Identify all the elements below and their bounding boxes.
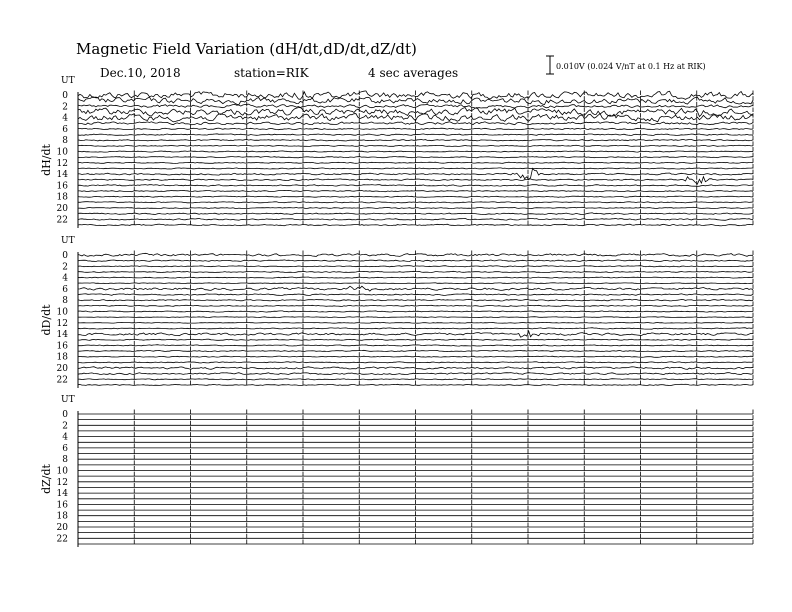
scale-label: 0.010V (0.024 V/nT at 0.1 Hz at RIK) [556, 62, 706, 71]
hour-label: 16 [56, 500, 68, 511]
hour-label: 0 [62, 410, 68, 420]
hour-label: 20 [56, 204, 68, 214]
hour-label: 12 [56, 477, 68, 488]
hour-label: 2 [62, 262, 68, 273]
hour-label: 6 [62, 443, 68, 454]
panel-dD-dt [40, 236, 753, 388]
hour-label: 10 [56, 147, 68, 158]
hour-label: 14 [56, 489, 68, 500]
scale-bar [546, 56, 554, 74]
y-axis-label: dH/dt [40, 144, 53, 176]
hour-label: 8 [62, 136, 68, 147]
ut-header: UT [61, 395, 75, 405]
panel-dH-dt [40, 76, 753, 228]
hour-label: 2 [62, 421, 68, 432]
hour-label: 12 [56, 158, 68, 169]
y-axis-label: dZ/dt [40, 464, 53, 494]
station-label: station=RIK [234, 66, 309, 80]
hour-label: 12 [56, 318, 68, 329]
hour-label: 4 [62, 273, 68, 284]
hour-label: 4 [62, 113, 68, 124]
hour-label: 10 [56, 307, 68, 318]
hour-label: 2 [62, 102, 68, 113]
hour-label: 16 [56, 181, 68, 192]
chart-title: Magnetic Field Variation (dH/dt,dD/dt,dZ/dt) [76, 40, 417, 58]
panels [40, 76, 753, 547]
hour-label: 22 [56, 375, 68, 386]
hour-label: 18 [56, 352, 68, 363]
hour-label: 22 [56, 534, 68, 545]
y-axis-label: dD/dt [40, 304, 53, 336]
hour-label: 16 [56, 341, 68, 352]
date-label: Dec.10, 2018 [100, 66, 181, 80]
hour-label: 20 [56, 523, 68, 533]
hour-label: 0 [62, 251, 68, 261]
hour-label: 8 [62, 296, 68, 307]
hour-label: 0 [62, 91, 68, 101]
hour-label: 22 [56, 215, 68, 226]
hour-label: 10 [56, 466, 68, 477]
hour-label: 8 [62, 455, 68, 466]
hour-label: 18 [56, 192, 68, 203]
hour-label: 14 [56, 170, 68, 181]
hour-label: 6 [62, 124, 68, 135]
hour-label: 14 [56, 330, 68, 341]
averaging-label: 4 sec averages [368, 66, 459, 80]
ut-header: UT [61, 236, 75, 246]
hour-label: 20 [56, 364, 68, 374]
panel-dZ-dt [40, 395, 753, 547]
hour-label: 6 [62, 284, 68, 295]
hour-label: 18 [56, 511, 68, 522]
hour-label: 4 [62, 432, 68, 443]
ut-header: UT [61, 76, 75, 86]
